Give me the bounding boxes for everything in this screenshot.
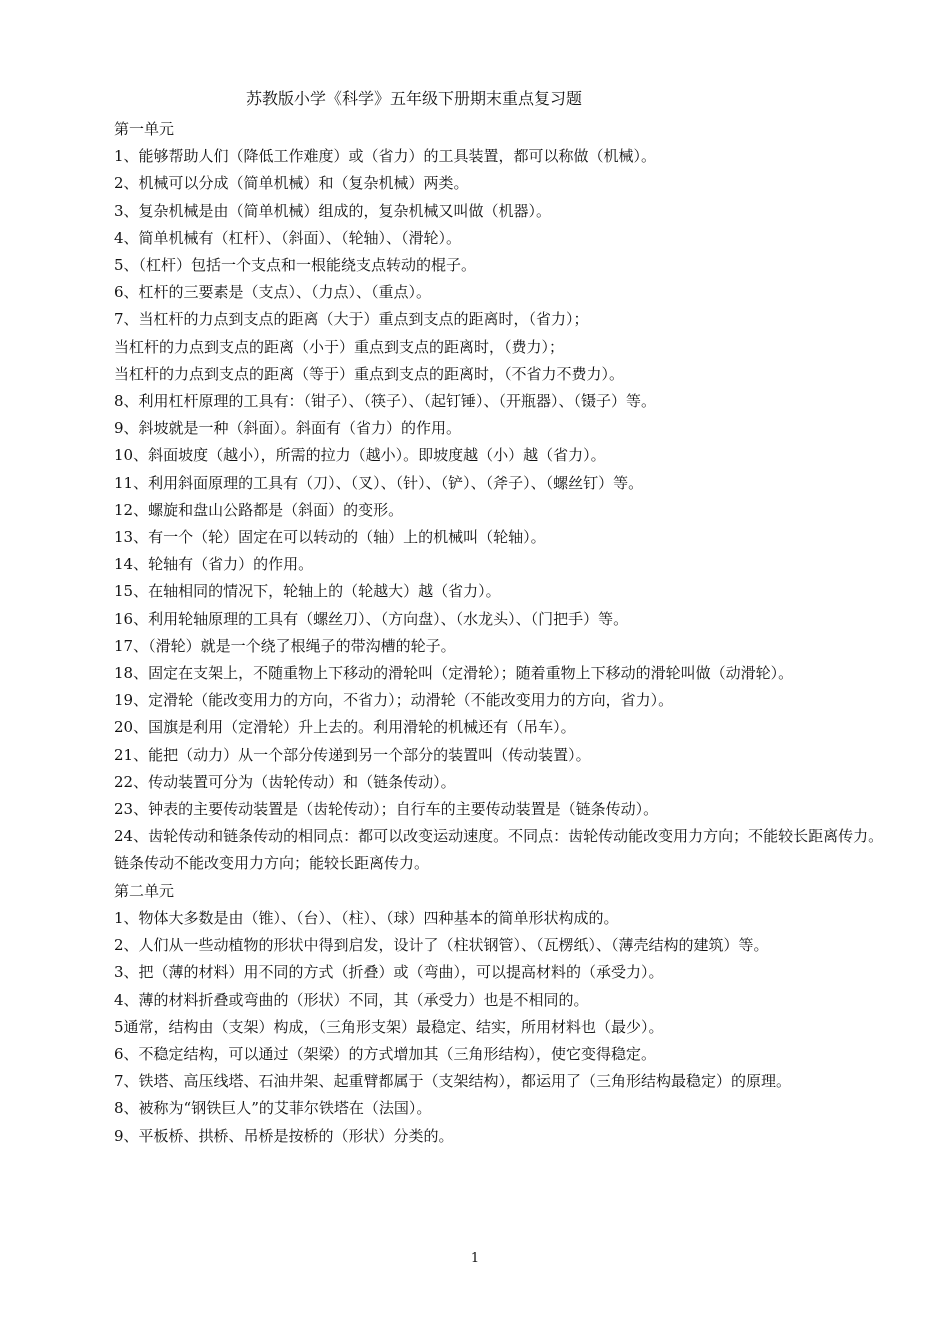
- question-1-14: 14、轮轴有（省力）的作用。: [114, 555, 314, 574]
- document-title: 苏教版小学《科学》五年级下册期末重点复习题: [246, 89, 583, 108]
- question-1-12: 12、螺旋和盘山公路都是（斜面）的变形。: [114, 500, 404, 519]
- question-2-9: 9、平板桥、拱桥、吊桥是按桥的（形状）分类的。: [114, 1126, 454, 1145]
- question-1-16: 16、利用轮轴原理的工具有（螺丝刀）、（方向盘）、（水龙头）、（门把手）等。: [114, 609, 629, 628]
- question-1-23: 23、钟表的主要传动装置是（齿轮传动）；自行车的主要传动装置是（链条传动）。: [114, 800, 659, 819]
- question-1-6: 6、杠杆的三要素是（支点）、（力点）、（重点）。: [114, 283, 432, 302]
- question-1-10: 10、斜面坡度（越小），所需的拉力（越小）。即坡度越（小）越（省力）。: [114, 446, 606, 465]
- question-2-7: 7、铁塔、高压线塔、石油井架、起重臂都属于（支架结构），都运用了（三角形结构最稳定）的原理。: [114, 1072, 792, 1091]
- page-number: 1: [470, 1251, 480, 1266]
- question-1-24: 24、齿轮传动和链条传动的相同点：都可以改变运动速度。不同点：齿轮传动能改变用力方向；不能较长距离传力。链条传动不能改变用力方向；能较长距离传力。: [114, 827, 884, 873]
- question-1-15: 15、在轴相同的情况下，轮轴上的（轮越大）越（省力）。: [114, 582, 501, 601]
- question-1-22: 22、传动装置可分为（齿轮传动）和（链条传动）。: [114, 772, 456, 791]
- question-1-18: 18、固定在支架上，不随重物上下移动的滑轮叫（定滑轮）；随着重物上下移动的滑轮叫做（动滑轮）。: [114, 664, 794, 683]
- question-1-1: 1、能够帮助人们（降低工作难度）或（省力）的工具装置，都可以称做（机械）。: [114, 147, 657, 166]
- question-1-3: 3、复杂机械是由（简单机械）组成的，复杂机械又叫做（机器）。: [114, 201, 552, 220]
- question-2-3: 3、把（薄的材料）用不同的方式（折叠）或（弯曲），可以提高材料的（承受力）。: [114, 963, 664, 982]
- question-1-11: 11、利用斜面原理的工具有（刀）、（叉）、（针）、（铲）、（斧子）、（螺丝钉）等。: [114, 473, 644, 492]
- question-2-8: 8、被称为“钢铁巨人”的艾菲尔铁塔在（法国）。: [114, 1099, 432, 1118]
- question-1-9: 9、斜坡就是一种（斜面）。斜面有（省力）的作用。: [114, 419, 462, 438]
- question-1-21: 21、能把（动力）从一个部分传递到另一个部分的装置叫（传动装置）。: [114, 745, 591, 764]
- question-2-6: 6、不稳定结构，可以通过（架梁）的方式增加其（三角形结构），使它变得稳定。: [114, 1044, 657, 1063]
- document-body: [114, 116, 888, 1150]
- question-2-5: 5通常，结构由（支架）构成，（三角形支架）最稳定、结实，所用材料也（最少）。: [114, 1017, 664, 1036]
- question-2-4: 4、薄的材料折叠或弯曲的（形状）不同，其（承受力）也是不相同的。: [114, 990, 589, 1009]
- question-2-1: 1、物体大多数是由（锥）、（台）、（柱）、（球）四种基本的简单形状构成的。: [114, 908, 619, 927]
- question-1-8: 8、利用杠杆原理的工具有：（钳子）、（筷子）、（起钉锤）、（开瓶器）、（镊子）等。: [114, 392, 657, 411]
- question-1-2: 2、机械可以分成（简单机械）和（复杂机械）两类。: [114, 174, 469, 193]
- question-1-13: 13、有一个（轮）固定在可以转动的（轴）上的机械叫（轮轴）。: [114, 528, 546, 547]
- section-heading-unit-1: 第一单元: [114, 120, 175, 138]
- question-1-17: 17、（滑轮）就是一个绕了根绳子的带沟槽的轮子。: [114, 636, 456, 655]
- question-1-4: 4、简单机械有（杠杆）、（斜面）、（轮轴）、（滑轮）。: [114, 228, 462, 247]
- question-1-19: 19、定滑轮（能改变用力的方向，不省力）；动滑轮（不能改变用力的方向，省力）。: [114, 691, 674, 710]
- question-1-7-continued-a: 当杠杆的力点到支点的距离（小于）重点到支点的距离时，（费力）；: [114, 337, 565, 356]
- section-heading-unit-2: 第二单元: [114, 881, 175, 900]
- question-1-20: 20、国旗是利用（定滑轮）升上去的。利用滑轮的机械还有（吊车）。: [114, 718, 576, 737]
- question-2-2: 2、人们从一些动植物的形状中得到启发，设计了（柱状钢管）、（瓦楞纸）、（薄壳结构的建筑）等。: [114, 936, 769, 955]
- question-1-5: 5、（杠杆）包括一个支点和一根能绕支点转动的棍子。: [114, 256, 477, 275]
- question-1-7: 7、当杠杆的力点到支点的距离（大于）重点到支点的距离时，（省力）；: [114, 310, 589, 329]
- question-1-7-continued-b: 当杠杆的力点到支点的距离（等于）重点到支点的距离时，（不省力不费力）。: [114, 364, 625, 383]
